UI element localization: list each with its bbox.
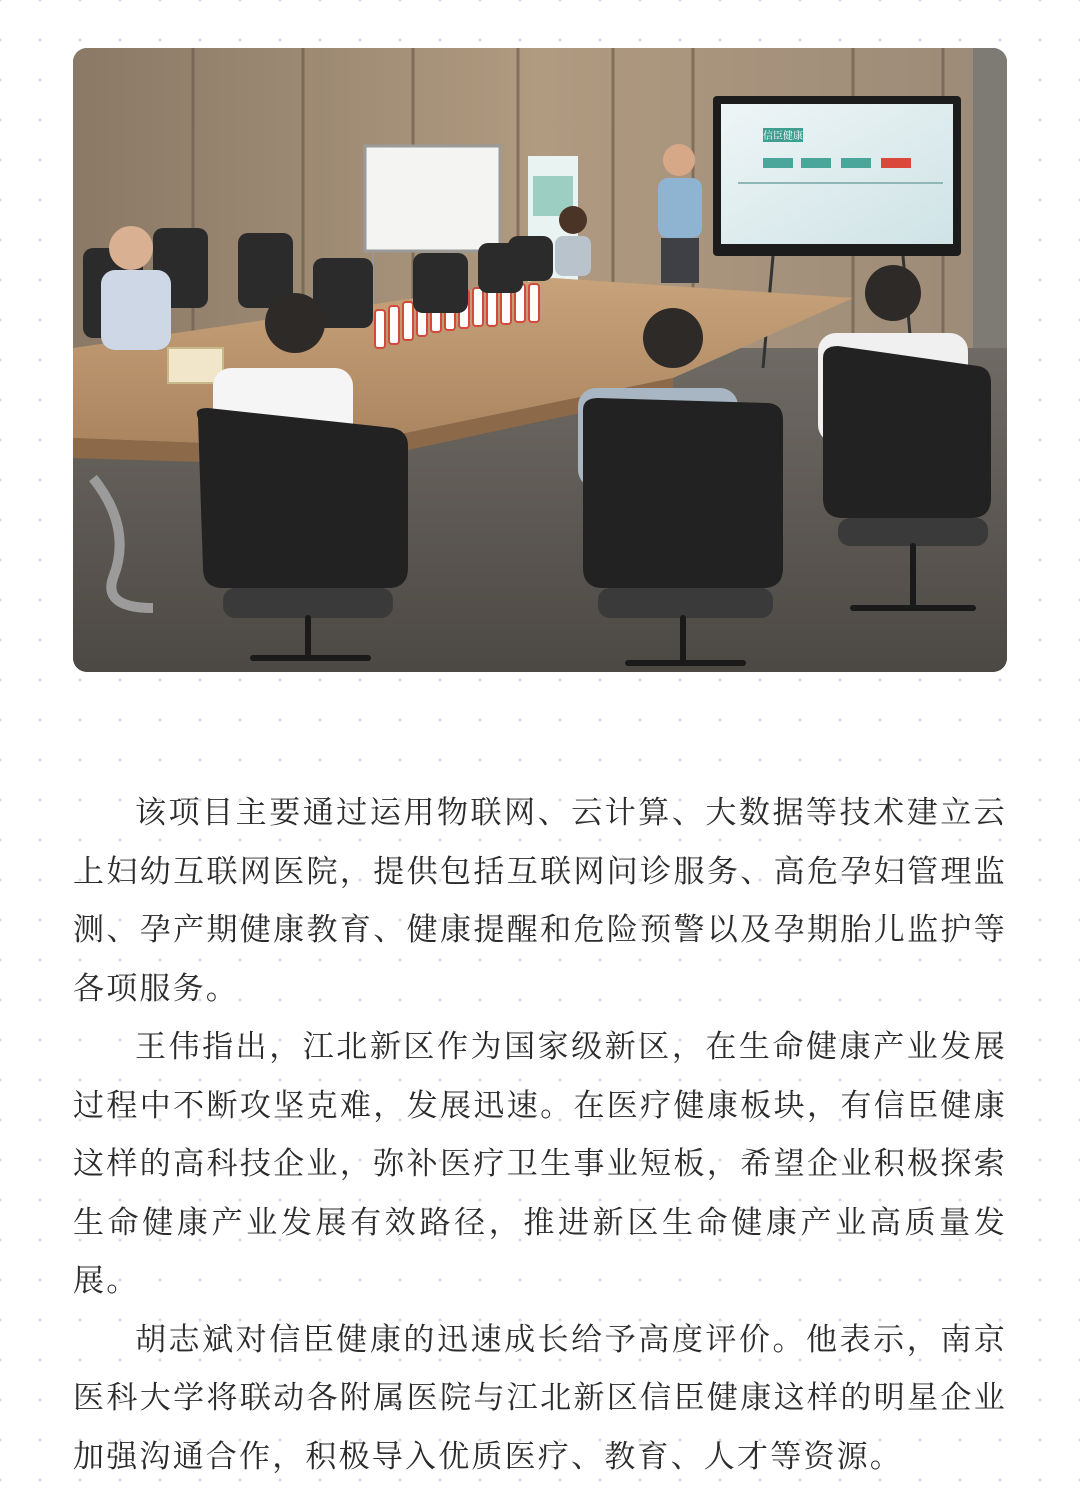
paragraph-1: 该项目主要通过运用物联网、云计算、大数据等技术建立云上妇幼互联网医院，提供包括互联网问诊服务、高危孕妇管理监测、孕产期健康教育、健康提醒和危险预警以及孕期胎儿监护等各项服务。 xyxy=(73,795,1007,1007)
screen-logo-text: 信臣健康 xyxy=(763,131,803,142)
paragraph-2: 王伟指出，江北新区作为国家级新区，在生命健康产业发展过程中不断攻坚克难，发展迅速。在医疗健康板块，有信臣健康这样的高科技企业，弥补医疗卫生事业短板，希望企业积极探索生命健康产业发展有效路径，推进新区生命健康产业高质量发展。 xyxy=(73,1029,1007,1299)
paragraph-3: 胡志斌对信臣健康的迅速成长给予高度评价。他表示，南京医科大学将联动各附属医院与江北新区信臣健康这样的明星企业加强沟通合作，积极导入优质医疗、教育、人才等资源。 xyxy=(73,1321,1007,1475)
meeting-photo xyxy=(73,48,1007,672)
article-body xyxy=(73,784,1007,1486)
meeting-room-illustration xyxy=(73,48,1007,672)
